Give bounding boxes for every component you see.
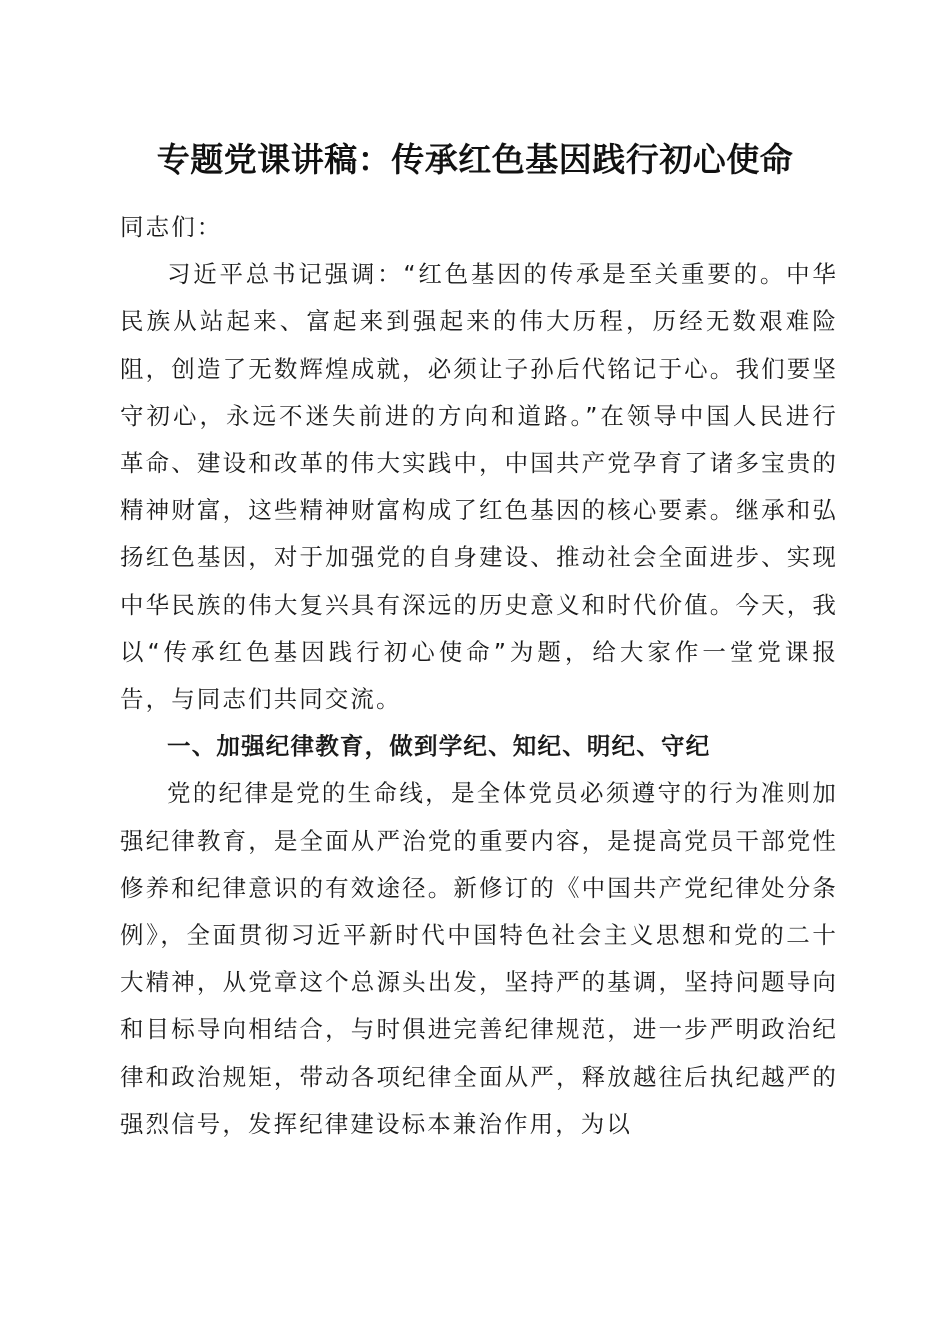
section-heading-1: 一、加强纪律教育，做到学纪、知纪、明纪、守纪 <box>167 732 711 761</box>
document-title: 专题党课讲稿：传承红色基因践行初心使命 <box>156 140 794 179</box>
salutation: 同志们： <box>120 213 223 241</box>
document-body <box>120 204 838 1148</box>
section-1-paragraph: 党的纪律是党的生命线，是全体党员必须遵守的行为准则加强纪律教育，是全面从严治党的重要内容，是提高党员干部党性修养和纪律意识的有效途径。新修订的《中国共产党纪律处分条例》，全面贯彻习近平新时代中国特色社会主义思想和党的二十大精神，从党章这个总源头出发，坚持严的基调，坚持问题导向和目标导向相结合，与时俱进完善纪律规范，进一步严明政治纪律和政治规矩，带动各项纪律全面从严，释放越往后执纪越严的强烈信号，发挥纪律建设标本兼治作用，为以 <box>120 779 838 1138</box>
intro-paragraph: 习近平总书记强调：“红色基因的传承是至关重要的。中华民族从站起来、富起来到强起来的伟大历程，历经无数艰难险阻，创造了无数辉煌成就，必须让子孙后代铭记于心。我们要坚守初心，永远不迷失前进的方向和道路。”在领导中国人民进行革命、建设和改革的伟大实践中，中国共产党孕育了诸多宝贵的精神财富，这些精神财富构成了红色基因的核心要素。继承和弘扬红色基因，对于加强党的自身建设、推动社会全面进步、实现中华民族的伟大复兴具有深远的历史意义和时代价值。今天，我以“传承红色基因践行初心使命”为题，给大家作一堂党课报告，与同志们共同交流。 <box>120 260 838 714</box>
